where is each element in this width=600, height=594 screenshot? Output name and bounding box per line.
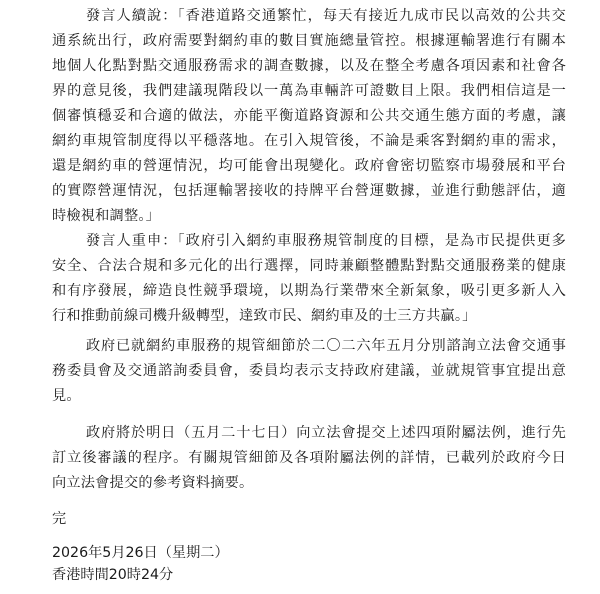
text-line: 還是網約車的營運情況，均可能會出現變化。政府會密切監察市場發展和平台 bbox=[52, 158, 566, 174]
text-line: 政府將於明日（五月二十七日）向立法會提交上述四項附屬法例，進行先 bbox=[86, 425, 566, 441]
text-line: 個審慎穩妥和合適的做法，亦能平衡道路資源和公共交通生態方面的考慮，讓 bbox=[52, 108, 566, 124]
text-line: 務委員會及交通諮詢委員會，委員均表示支持政府建議，並就規管事宜提出意 bbox=[52, 363, 566, 379]
text-line: 通系統出行，政府需要對網約車的數目實施總量管控。根據運輸署進行有關本 bbox=[52, 33, 566, 49]
text-line: 發言人重申：「政府引入網約車服務規管制度的目標，是為市民提供更多 bbox=[86, 233, 566, 249]
text-line: 見。 bbox=[52, 388, 81, 404]
text-line: 時檢視和調整。」 bbox=[52, 208, 161, 224]
text-line: 發言人續說：「香港道路交通繁忙，每天有接近九成市民以高效的公共交 bbox=[86, 8, 566, 24]
paragraph-consultation bbox=[52, 334, 566, 409]
text-line: 訂立後審議的程序。有關規管細節及各項附屬法例的詳情，已載列於政府今日 bbox=[52, 450, 566, 466]
paragraph-legislation bbox=[52, 421, 566, 496]
end-mark: 完 bbox=[52, 511, 67, 527]
text-line: 安全、合法合規和多元化的出行選擇，同時兼顧整體點對點交通服務業的健康 bbox=[52, 258, 566, 274]
release-time: 香港時間20時24分 bbox=[52, 567, 174, 583]
text-line: 向立法會提交的參考資料摘要。 bbox=[52, 475, 254, 491]
paragraph-spokesman-reiterate bbox=[52, 229, 566, 329]
text-line: 和有序發展，締造良性競爭環境，以期為行業帶來全新氣象，吸引更多新人入 bbox=[52, 283, 566, 299]
text-line: 行和推動前線司機升級轉型，達致市民、網約車及的士三方共贏。」 bbox=[52, 308, 477, 324]
text-line: 地個人化點對點交通服務需求的調查數據，以及在整全考慮各項因素和社會各 bbox=[52, 58, 566, 74]
text-line: 的實際營運情況，包括運輸署接收的持牌平台營運數據，並進行動態評估，適 bbox=[52, 183, 566, 199]
paragraph-spokesman-statement bbox=[52, 4, 566, 229]
text-line: 網約車規管制度得以平穩落地。在引入規管後，不論是乘客對網約車的需求， bbox=[52, 133, 566, 149]
text-line: 政府已就網約車服務的規管細節於二〇二六年五月分別諮詢立法會交通事 bbox=[86, 338, 566, 354]
release-date: 2026年5月26日（星期二） bbox=[52, 545, 229, 561]
text-line: 界的意見後，我們建議現階段以一萬為車輛許可證數目上限。我們相信這是一 bbox=[52, 83, 566, 99]
